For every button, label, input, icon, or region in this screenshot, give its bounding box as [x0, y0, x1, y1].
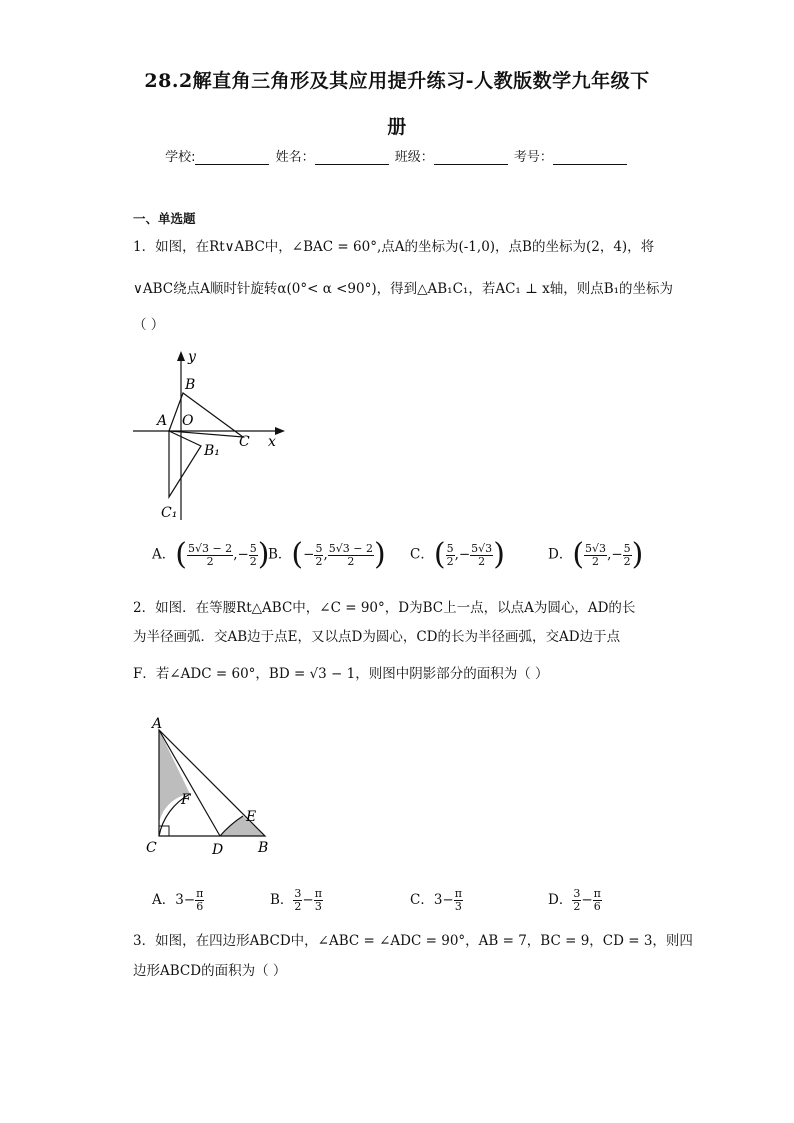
q2-option-c-label: C．	[410, 892, 434, 908]
label-c: C	[239, 434, 250, 450]
q2-a-frac: $\frac{\pi}{6}$	[196, 887, 204, 913]
label-f: F	[181, 792, 191, 808]
q1-d-frac2: $\frac{5}{2}$	[623, 541, 631, 568]
q1-c-frac2: $\frac{5√3}{2}$	[471, 541, 493, 568]
label-b: B	[258, 840, 269, 856]
q2-option-d[interactable]: D． $\frac{3}{2}$ − $\frac{\pi}{6}$	[548, 887, 601, 913]
label-c1: C₁	[161, 505, 178, 521]
class-field[interactable]	[434, 151, 508, 165]
q2-text-line1: 2．如图．在等腰Rt△ABC中，∠C = 90°，D为BC上一点，以点A为圆心，AD的长	[133, 600, 636, 616]
label-a: A	[152, 716, 163, 732]
label-b: B	[185, 377, 196, 393]
q1-b-frac1: $\frac{5}{2}$	[315, 541, 323, 568]
q1-figure	[125, 345, 295, 525]
q2-c-frac: $\frac{\pi}{3}$	[454, 887, 462, 913]
q1-option-a-label: A．	[152, 546, 176, 563]
label-b1: B₁	[204, 443, 220, 459]
page-title: 28.2解直角三角形及其应用提升练习-人教版数学九年级下	[144, 70, 650, 92]
section-heading: 一、单选题	[133, 211, 196, 226]
q3-text-line2: 边形ABCD的面积为（ ）	[133, 963, 287, 979]
label-a: A	[157, 413, 168, 429]
label-y: y	[188, 349, 196, 365]
q2-option-b[interactable]: B． $\frac{3}{2}$ − $\frac{\pi}{3}$	[270, 887, 322, 913]
q1-option-d-label: D．	[548, 546, 573, 563]
y-axis-arrow	[177, 351, 185, 361]
q1-text-line2: ∨ABC绕点A顺时针旋转α(0°< α <90°)，得到△AB₁C₁，若AC₁ ⊥ x轴，则点B₁的坐标为	[133, 281, 674, 297]
q2-d-frac1: $\frac{3}{2}$	[573, 887, 581, 913]
name-field[interactable]	[315, 151, 389, 165]
q2-option-d-label: D．	[548, 892, 573, 908]
x-axis-arrow	[275, 427, 285, 435]
q2-b-frac2: $\frac{\pi}{3}$	[314, 887, 322, 913]
triangle-ab1c1	[169, 431, 201, 497]
q1-d-frac1: $\frac{5√3}{2}$	[585, 541, 607, 568]
q1-option-b[interactable]: B．(− $\frac{5}{2}$ , $\frac{5√3 - 2}{2}$ )	[268, 537, 386, 572]
q1-option-c[interactable]: C．( $\frac{5}{2}$ ,− $\frac{5√3}{2}$ )	[410, 537, 505, 572]
q3-text-line1: 3．如图，在四边形ABCD中，∠ABC = ∠ADC = 90°，AB = 7，BC = 9，CD = 3，则四	[133, 933, 693, 949]
student-info-line	[0, 146, 794, 165]
name-label: 姓名：	[275, 150, 315, 165]
label-x: x	[268, 434, 276, 450]
q2-text-line3: F．若∠ADC = 60°，BD = √3 − 1，则图中阴影部分的面积为（ ）	[133, 666, 549, 682]
q2-option-a[interactable]: A．3− $\frac{\pi}{6}$	[152, 887, 204, 913]
q1-b-frac2: $\frac{5√3 - 2}{2}$	[328, 541, 373, 568]
q2-d-frac2: $\frac{\pi}{6}$	[593, 887, 601, 913]
q1-a-frac2: $\frac{5}{2}$	[249, 541, 257, 568]
label-c: C	[146, 840, 157, 856]
q1-option-b-label: B．	[268, 546, 292, 563]
q1-option-c-label: C．	[410, 546, 434, 563]
q1-a-frac1: $\frac{5√3 - 2}{2}$	[187, 541, 233, 568]
q1-text-line3: （ ）	[133, 317, 165, 333]
shaded-region-right	[220, 816, 265, 836]
label-o: O	[182, 413, 194, 429]
triangle-abc	[169, 393, 243, 437]
q2-text-line2: 为半径画弧．交AB边于点E，又以点D为圆心，CD的长为半径画弧，交AD边于点	[133, 629, 621, 645]
school-label: 学校:	[165, 150, 196, 165]
q1-option-a[interactable]: A．( $\frac{5√3 - 2}{2}$ ,− $\frac{5}{2}$ )	[152, 537, 270, 572]
q1-text-line1: 1．如图，在Rt∨ABC中，∠BAC = 60°,点A的坐标为(-1,0)，点B的坐标为(2，4)，将	[133, 239, 655, 255]
label-e: E	[246, 809, 257, 825]
q2-option-c[interactable]: C．3− $\frac{\pi}{3}$	[410, 887, 462, 913]
q1-c-frac1: $\frac{5}{2}$	[446, 541, 454, 568]
q2-figure	[140, 712, 280, 862]
q1-option-d[interactable]: D．( $\frac{5√3}{2}$ ,− $\frac{5}{2}$ )	[548, 537, 644, 572]
label-d: D	[212, 842, 224, 858]
id-field[interactable]	[553, 151, 627, 165]
class-label: 班级：	[394, 150, 434, 165]
q2-option-a-label: A．	[152, 892, 176, 908]
id-label: 考号：	[513, 150, 553, 165]
q2-b-frac1: $\frac{3}{2}$	[294, 887, 302, 913]
school-field[interactable]	[195, 151, 269, 165]
page-title-continued: 册	[387, 116, 407, 138]
q2-option-b-label: B．	[270, 892, 294, 908]
